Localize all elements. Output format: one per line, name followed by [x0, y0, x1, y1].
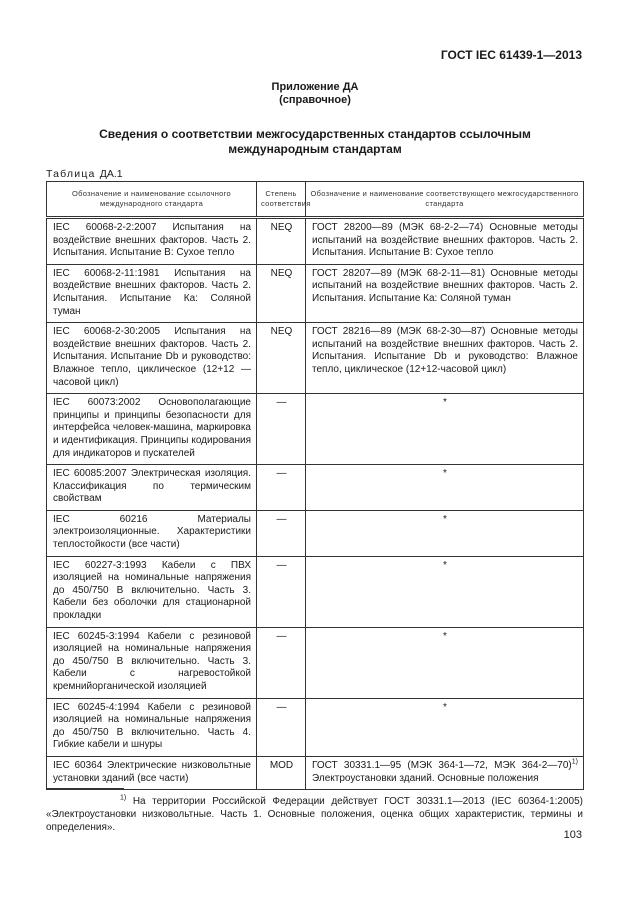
- cell-degree: —: [257, 627, 306, 698]
- table-caption-word: Таблица: [46, 168, 96, 180]
- table-row: [47, 556, 584, 627]
- section-title: [90, 127, 540, 157]
- cell-degree: —: [257, 465, 306, 511]
- cell-interstate: *: [306, 556, 584, 627]
- annex-subtitle: (справочное): [279, 94, 351, 106]
- section-title-line-2: международным стандартам: [228, 142, 402, 156]
- annex-title: Приложение ДА: [271, 81, 359, 93]
- table-row: [47, 698, 584, 756]
- cell-intl: IEC 60245-4:1994 Кабели с резиновой изоляцией на номинальные напряжения до 450/750 В включительно. Часть 4. Гибкие кабели и шнуры: [47, 698, 257, 756]
- table-header-row: [47, 182, 584, 218]
- cell-intl: IEC 60245-3:1994 Кабели с резиновой изоляцией на номинальные напряжения до 450/750 В включительно. Часть 3. Кабели с нагревостойкой кремнийорганической изоляцией: [47, 627, 257, 698]
- cell-intl: IEC 60085:2007 Электрическая изоляция. Классификация по термическим свойствам: [47, 465, 257, 511]
- table-row: [47, 510, 584, 556]
- cell-intl: IEC 60364 Электрические низковольтные установки зданий (все части): [47, 756, 257, 789]
- footnote: [46, 795, 583, 834]
- page-number: 103: [563, 829, 582, 841]
- correspondence-table: [46, 181, 584, 790]
- table-row: [47, 218, 584, 265]
- cell-degree: —: [257, 394, 306, 465]
- cell-interstate: *: [306, 465, 584, 511]
- annex-heading: [0, 81, 630, 107]
- table-caption-number: ДА.1: [99, 168, 123, 180]
- table-row: [47, 264, 584, 322]
- standard-code: ГОСТ IEC 61439-1—2013: [440, 48, 582, 62]
- cell-intl: IEC 60227-3:1993 Кабели с ПВХ изоляцией на номинальные напряжения до 450/750 В включительно. Часть 3. Кабели без оболочки для стационарной прокладки: [47, 556, 257, 627]
- table-row: [47, 627, 584, 698]
- cell-interstate: *: [306, 627, 584, 698]
- table-caption: [46, 168, 123, 180]
- footnote-divider: [46, 788, 124, 789]
- cell-interstate: ГОСТ 28207—89 (МЭК 68-2-11—81) Основные методы испытаний на воздействие внешних факторов. Часть 2. Испытания. Испытание Ка: Соляной туман: [306, 264, 584, 322]
- cell-intl: IEC 60216 Материалы электроизоляционные. Характеристики теплостойкости (все части): [47, 510, 257, 556]
- cell-intl: IEC 60068-2-30:2005 Испытания на воздействие внешних факторов. Часть 2. Испытания. Испытание Db и руководство: Влажное тепло, циклическое (12+12 — часовой цикл): [47, 323, 257, 394]
- cell-interstate: *: [306, 510, 584, 556]
- cell-degree: NEQ: [257, 264, 306, 322]
- cell-interstate: [306, 756, 584, 789]
- cell-degree: NEQ: [257, 218, 306, 265]
- header-intl-standard: Обозначение и наименование ссылочного международного стандарта: [47, 182, 257, 218]
- cell-interstate: ГОСТ 28200—89 (МЭК 68-2-2—74) Основные методы испытаний на воздействие внешних факторов. Часть 2. Испытания. Испытание В: Сухое тепло: [306, 218, 584, 265]
- table-row: [47, 756, 584, 789]
- header-degree: Степень соответствия: [257, 182, 306, 218]
- interstate-title: ГОСТ 30331.1—95 (МЭК 364-1—72, МЭК 364-2—70): [312, 759, 572, 771]
- section-title-line-1: Сведения о соответствии межгосударственных стандартов ссылочным: [99, 127, 531, 141]
- table-row: [47, 394, 584, 465]
- footnote-ref: 1): [571, 758, 578, 766]
- cell-degree: —: [257, 510, 306, 556]
- cell-intl: IEC 60073:2002 Основополагающие принципы и принципы безопасности для интерфейса человек-машина, маркировка и идентификация. Принципы кодирования для индикаторов и пускателей: [47, 394, 257, 465]
- cell-degree: —: [257, 698, 306, 756]
- cell-interstate: *: [306, 698, 584, 756]
- table-row: [47, 323, 584, 394]
- cell-degree: NEQ: [257, 323, 306, 394]
- footnote-marker: 1): [120, 794, 127, 802]
- footnote-text: На территории Российской Федерации действует ГОСТ 30331.1—2013 (IEC 60364-1:2005) «Электроустановки низковольтные. Часть 1. Основные положения, оценка общих характеристик, термины и определения».: [46, 796, 584, 833]
- interstate-title-tail: Электроустановки зданий. Основные положения: [312, 772, 539, 784]
- cell-degree: MOD: [257, 756, 306, 789]
- cell-interstate: ГОСТ 28216—89 (МЭК 68-2-30—87) Основные методы испытаний на воздействие внешних факторов. Часть 2. Испытания. Испытание Db и руководство: Влажное тепло, циклическое (12+12-часовой цикл): [306, 323, 584, 394]
- cell-intl: IEC 60068-2-11:1981 Испытания на воздействие внешних факторов. Часть 2. Испытания. Испытание Ка: Соляной туман: [47, 264, 257, 322]
- cell-degree: —: [257, 556, 306, 627]
- cell-interstate: *: [306, 394, 584, 465]
- cell-intl: IEC 60068-2-2:2007 Испытания на воздействие внешних факторов. Часть 2. Испытания. Испытание В: Сухое тепло: [47, 218, 257, 265]
- table-row: [47, 465, 584, 511]
- header-interstate-standard: Обозначение и наименование соответствующего межгосударственного стандарта: [306, 182, 584, 218]
